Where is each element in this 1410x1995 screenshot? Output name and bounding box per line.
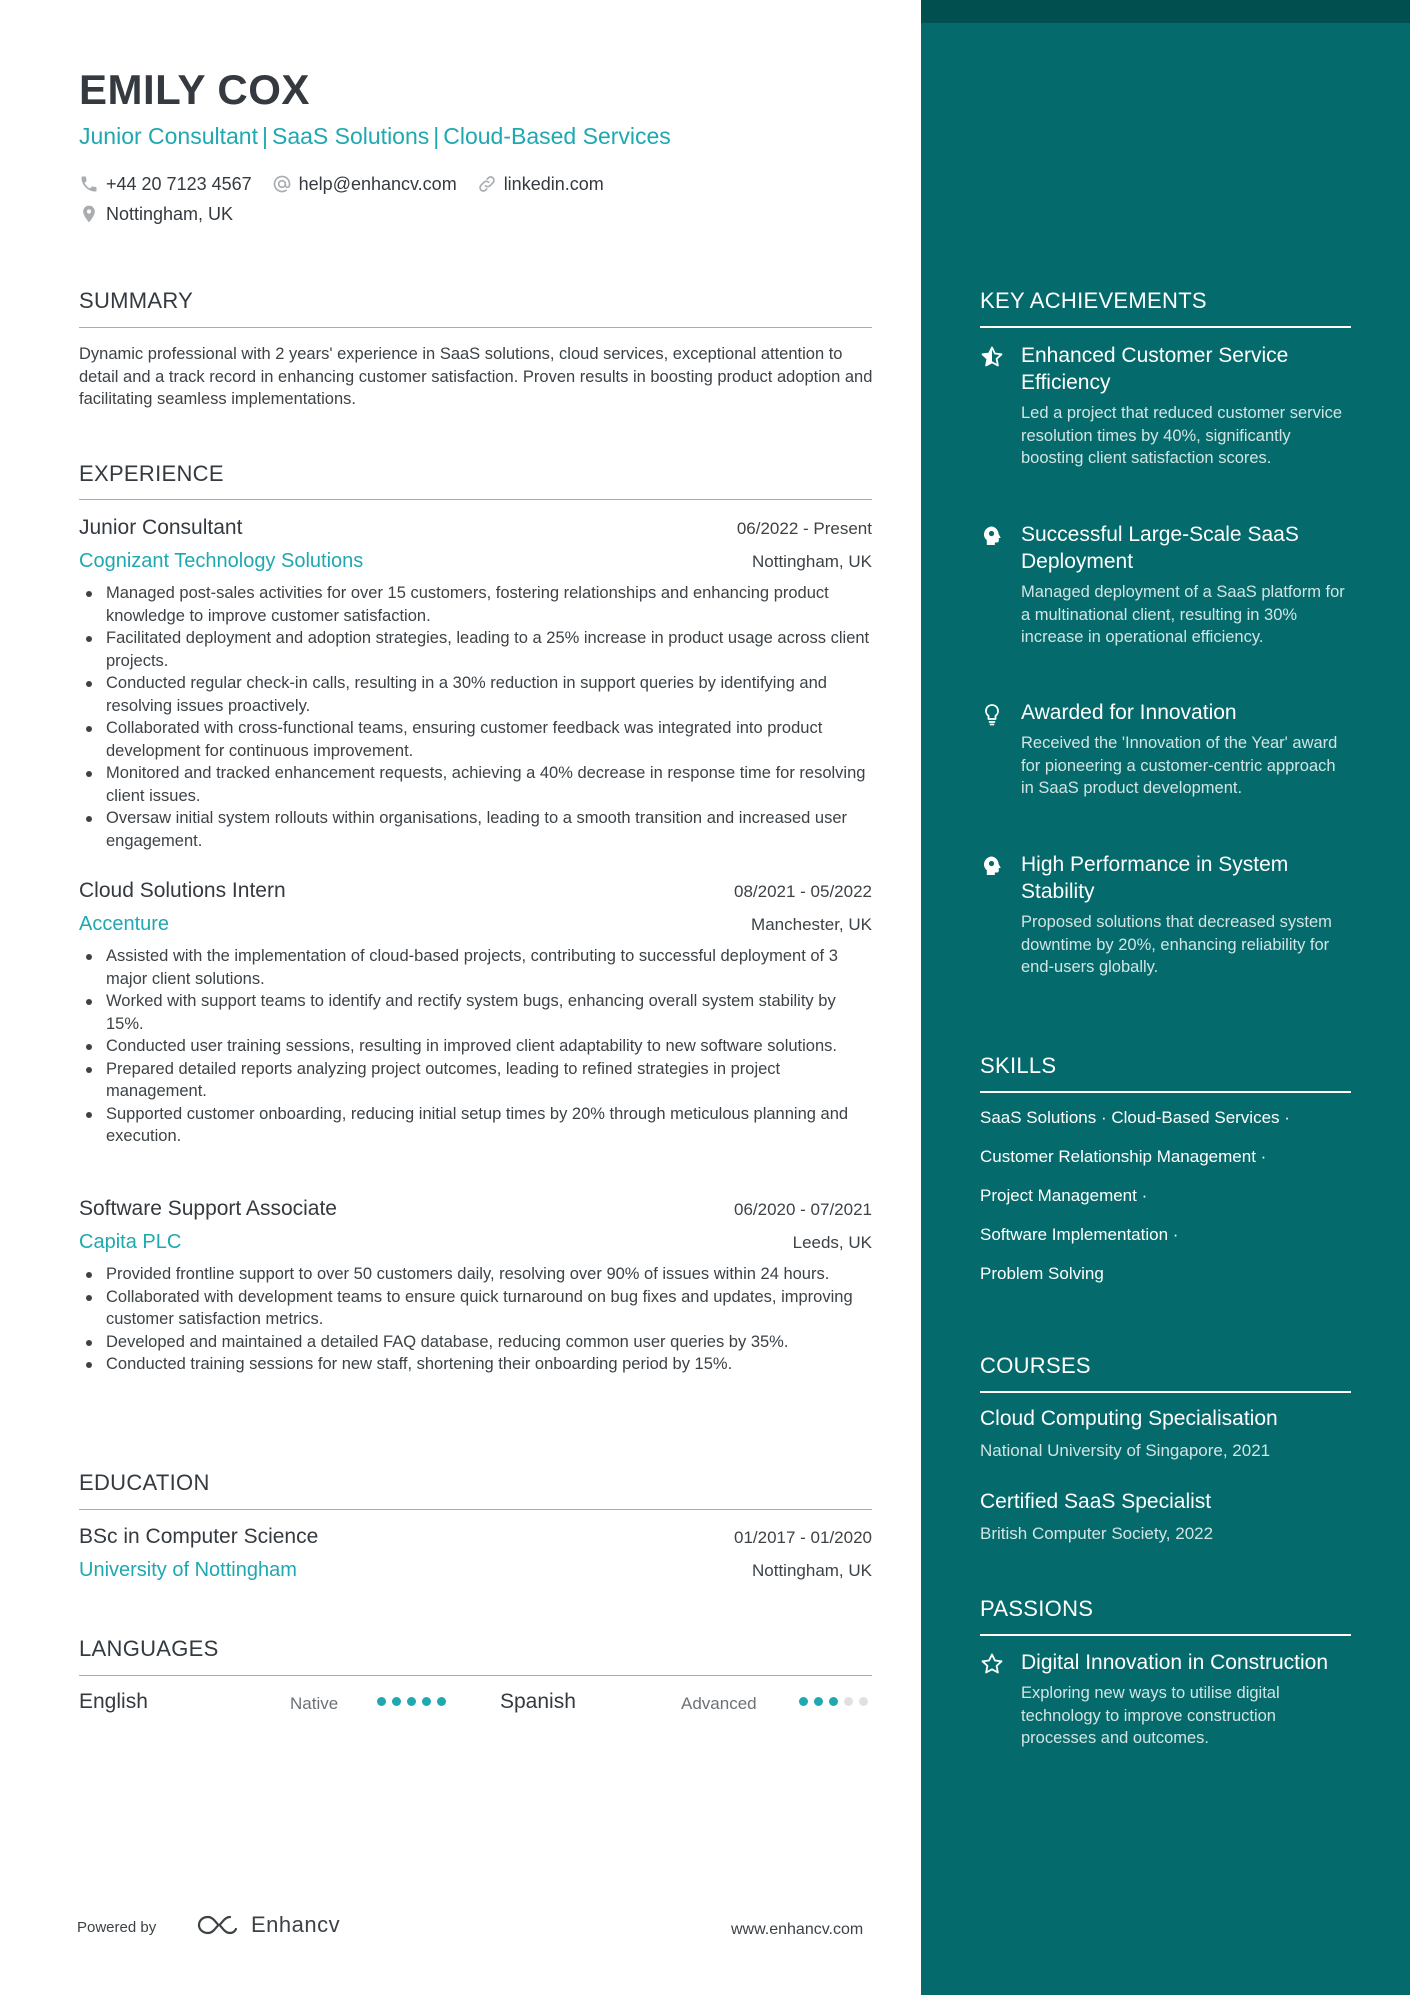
job-bullet: Oversaw initial system rollouts within organisations, leading to a smooth transition and increased user engagement. xyxy=(79,807,872,852)
school-location: Nottingham, UK xyxy=(752,1561,872,1580)
job-bullet: Provided frontline support to over 50 customers daily, resolving over 90% of issues within 24 hours. xyxy=(79,1263,872,1286)
job-bullet: Conducted training sessions for new staff, shortening their onboarding period by 15%. xyxy=(79,1353,872,1376)
education-entry xyxy=(79,1525,872,1593)
skills-list xyxy=(980,1106,1351,1301)
experience-heading: EXPERIENCE xyxy=(79,461,224,486)
summary-divider xyxy=(79,327,872,328)
contact-info xyxy=(79,169,624,229)
job-company: Cognizant Technology Solutions xyxy=(79,550,364,572)
headline-role: Junior Consultant xyxy=(79,123,258,149)
language-level: Advanced xyxy=(681,1694,757,1713)
course-provider: British Computer Society, 2022 xyxy=(980,1524,1214,1543)
skills-heading: SKILLS xyxy=(980,1053,1057,1078)
achievement-title: High Performance in System Stability xyxy=(1021,853,1289,903)
education-divider xyxy=(79,1509,872,1510)
phone-icon xyxy=(79,174,99,194)
language-level: Native xyxy=(290,1694,339,1713)
job-entry xyxy=(79,1197,872,1376)
course-title: Certified SaaS Specialist xyxy=(980,1490,1212,1513)
job-bullet: Worked with support teams to identify and rectify system bugs, enhancing overall system stability by 15%. xyxy=(79,990,872,1035)
job-location: Nottingham, UK xyxy=(752,552,872,571)
job-dates: 06/2022 - Present xyxy=(736,519,872,538)
job-bullet: Monitored and tracked enhancement requests, achieving a 40% decrease in response time for resolving client issues. xyxy=(79,762,872,807)
achievement-description: Led a project that reduced customer service resolution times by 40%, significantly boosting client satisfaction scores. xyxy=(1021,404,1343,467)
candidate-name: EMILY COX xyxy=(79,66,310,113)
summary-heading: SUMMARY xyxy=(79,288,194,313)
courses-heading: COURSES xyxy=(980,1353,1091,1378)
languages-divider xyxy=(79,1675,872,1676)
headline-separator: | xyxy=(433,123,440,149)
job-title: Junior Consultant xyxy=(79,516,243,539)
achievements-heading: KEY ACHIEVEMENTS xyxy=(980,288,1207,313)
lightbulb-icon xyxy=(980,702,1004,726)
job-bullet: Prepared detailed reports analyzing project outcomes, leading to refined strategies in project management. xyxy=(79,1058,872,1103)
footer-site-link[interactable]: www.enhancv.com xyxy=(731,1921,864,1938)
rating-dot-filled xyxy=(799,1697,808,1706)
linkedin-contact[interactable] xyxy=(477,174,604,195)
job-bullet: Conducted regular check-in calls, resulting in a 30% reduction in support queries by identifying and resolving issues proactively. xyxy=(79,672,872,717)
headline-focus: SaaS Solutions xyxy=(271,123,430,149)
achievements-divider xyxy=(980,326,1351,328)
phone-number: +44 20 7123 4567 xyxy=(106,173,252,194)
powered-by-label: Powered by xyxy=(77,1919,157,1936)
education-dates: 01/2017 - 01/2020 xyxy=(733,1528,872,1547)
rating-dot-empty xyxy=(844,1697,853,1706)
enhancv-logo-icon xyxy=(195,1913,241,1937)
star-half-icon xyxy=(980,345,1004,369)
job-bullet: Supported customer onboarding, reducing initial setup times by 20% through meticulous planning and execution. xyxy=(79,1103,872,1148)
enhancv-logo[interactable] xyxy=(195,1912,340,1938)
job-bullets xyxy=(79,582,872,852)
skill-line: Customer Relationship Management · xyxy=(980,1147,1267,1166)
job-location: Manchester, UK xyxy=(751,915,872,934)
link-icon xyxy=(477,174,497,194)
email-contact[interactable] xyxy=(272,174,457,195)
achievement-item xyxy=(980,521,1351,649)
rating-dot-empty xyxy=(859,1697,868,1706)
experience-divider xyxy=(79,499,872,500)
language-rating xyxy=(799,1697,874,1706)
star-outline-icon xyxy=(980,1652,1004,1676)
job-bullet: Assisted with the implementation of cloud-based projects, contributing to successful deployment of 3 major client solutions. xyxy=(79,945,872,990)
rating-dot-filled xyxy=(392,1697,401,1706)
job-title: Cloud Solutions Intern xyxy=(79,879,286,902)
job-title: Software Support Associate xyxy=(79,1197,337,1220)
headline xyxy=(79,123,671,150)
passion-title: Digital Innovation in Construction xyxy=(1021,1651,1329,1674)
languages-heading: LANGUAGES xyxy=(79,1636,219,1661)
job-bullet: Collaborated with cross-functional teams, ensuring customer feedback was integrated into product development for continuous improvement. xyxy=(79,717,872,762)
job-location: Leeds, UK xyxy=(792,1233,872,1252)
achievement-item xyxy=(980,851,1351,979)
job-dates: 06/2020 - 07/2021 xyxy=(733,1200,872,1219)
rating-dot-filled xyxy=(407,1697,416,1706)
achievement-title: Enhanced Customer Service Efficiency xyxy=(1021,344,1289,394)
at-icon xyxy=(272,174,292,194)
job-entry xyxy=(79,516,872,852)
degree-title: BSc in Computer Science xyxy=(79,1525,319,1548)
sidebar-top-band xyxy=(921,0,1410,23)
language-rating xyxy=(377,1697,452,1706)
school-name: University of Nottingham xyxy=(79,1559,297,1581)
location-pin-icon xyxy=(79,204,99,224)
job-bullets xyxy=(79,1263,872,1376)
job-dates: 08/2021 - 05/2022 xyxy=(733,882,872,901)
achievement-item xyxy=(980,342,1351,470)
skill-line: Software Implementation · xyxy=(980,1225,1179,1244)
language-name: English xyxy=(79,1690,148,1713)
passions-divider xyxy=(980,1634,1351,1636)
rating-dot-filled xyxy=(377,1697,386,1706)
headline-separator: | xyxy=(262,123,268,149)
skill-line: Problem Solving xyxy=(980,1264,1104,1283)
achievement-item xyxy=(980,699,1351,800)
passion-item xyxy=(980,1649,1351,1750)
education-heading: EDUCATION xyxy=(79,1470,210,1495)
location-contact xyxy=(79,204,233,225)
passion-description: Exploring new ways to utilise digital technology to improve construction processes and outcomes. xyxy=(1021,1684,1280,1747)
job-bullets xyxy=(79,945,872,1148)
skill-line: SaaS Solutions · Cloud-Based Services · xyxy=(980,1108,1290,1127)
enhancv-brand: Enhancv xyxy=(251,1912,341,1937)
email-address: help@enhancv.com xyxy=(298,173,457,194)
course-title: Cloud Computing Specialisation xyxy=(980,1407,1278,1430)
job-entry xyxy=(79,879,872,1148)
summary-text: Dynamic professional with 2 years' experience in SaaS solutions, cloud services, exceptional attention to detail and a track record in enhancing customer satisfaction. Proven results in boosting product adoption and facilitating seamless implementations. xyxy=(79,345,873,408)
rating-dot-filled xyxy=(422,1697,431,1706)
job-bullet: Collaborated with development teams to ensure quick turnaround on bug fixes and updates, improving customer satisfaction metrics. xyxy=(79,1286,872,1331)
passions-heading: PASSIONS xyxy=(980,1596,1094,1621)
achievement-title: Awarded for Innovation xyxy=(1021,701,1237,724)
job-bullet: Conducted user training sessions, resulting in improved client adaptability to new software solutions. xyxy=(79,1035,872,1058)
job-bullet: Developed and maintained a detailed FAQ database, reducing common user queries by 35%. xyxy=(79,1331,872,1354)
achievement-title: Successful Large-Scale SaaS Deployment xyxy=(1021,523,1299,573)
achievement-description: Proposed solutions that decreased system downtime by 20%, enhancing reliability for end-users globally. xyxy=(1021,913,1332,976)
rating-dot-filled xyxy=(814,1697,823,1706)
achievement-description: Managed deployment of a SaaS platform for a multinational client, resulting in 30% increase in operational efficiency. xyxy=(1021,583,1345,646)
job-company: Capita PLC xyxy=(79,1231,182,1253)
achievement-description: Received the 'Innovation of the Year' award for pioneering a customer-centric approach in SaaS product development. xyxy=(1021,734,1338,797)
head-idea-icon xyxy=(980,524,1004,548)
course-provider: National University of Singapore, 2021 xyxy=(980,1441,1271,1460)
courses-divider xyxy=(980,1391,1351,1393)
job-company: Accenture xyxy=(79,913,170,935)
job-bullet: Facilitated deployment and adoption strategies, leading to a 25% increase in product usage across client projects. xyxy=(79,627,872,672)
rating-dot-filled xyxy=(829,1697,838,1706)
rating-dot-filled xyxy=(437,1697,446,1706)
job-bullet: Managed post-sales activities for over 15 customers, fostering relationships and enhancing product knowledge to improve customer satisfaction. xyxy=(79,582,872,627)
skill-line: Project Management · xyxy=(980,1186,1148,1205)
phone-contact[interactable] xyxy=(79,174,252,195)
headline-specialty: Cloud-Based Services xyxy=(443,123,671,149)
sidebar xyxy=(921,0,1410,1995)
linkedin-url: linkedin.com xyxy=(503,173,604,194)
skills-divider xyxy=(980,1091,1351,1093)
location-text: Nottingham, UK xyxy=(106,203,234,224)
language-name: Spanish xyxy=(500,1690,576,1713)
head-idea-icon xyxy=(980,854,1004,878)
